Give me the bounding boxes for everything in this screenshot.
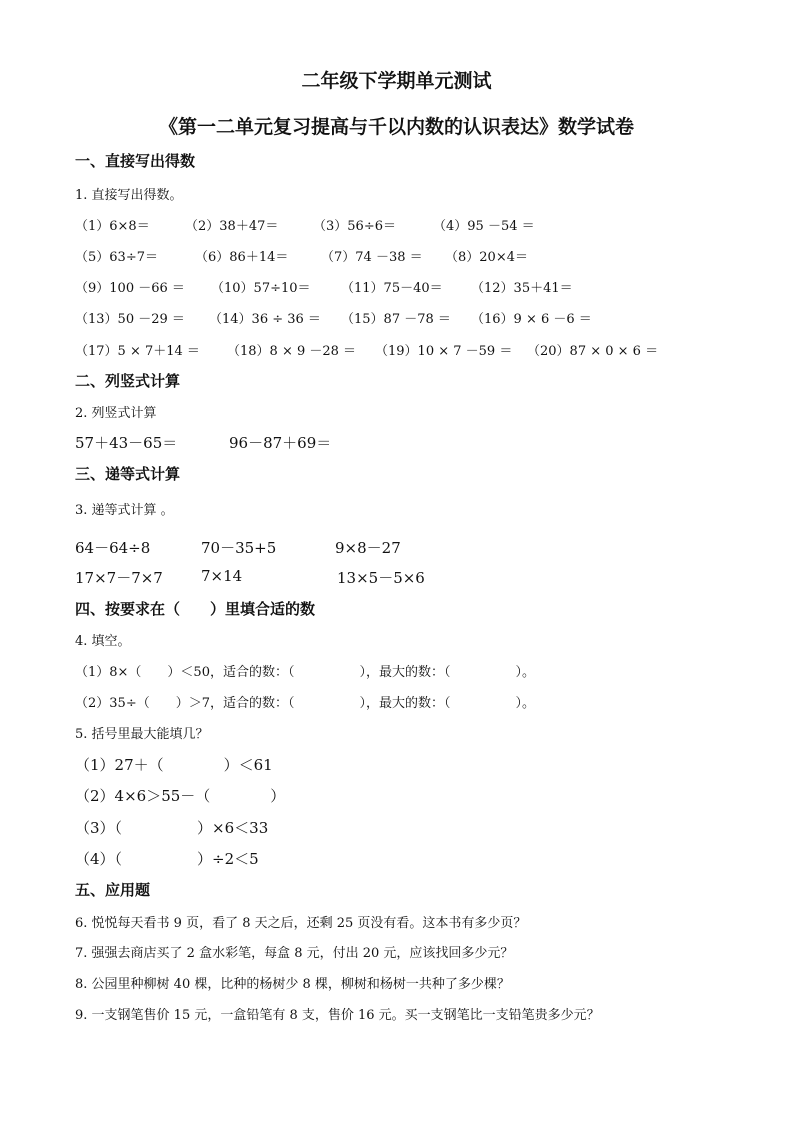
- question-4: 4. 填空。: [75, 634, 131, 649]
- oral-item: （1）6×8＝: [75, 219, 150, 234]
- question-5: 5. 括号里最大能填几？: [75, 727, 209, 742]
- expression: 7×14: [201, 567, 243, 585]
- page-title: 二年级下学期单元测试: [301, 70, 492, 92]
- bracket-item-4: （4）（ ）÷2＜5: [75, 850, 259, 868]
- oral-item: （13）50 －29 ＝: [75, 312, 185, 327]
- oral-item: （17）5 × 7＋14 ＝: [75, 344, 200, 359]
- word-problem-6: 6. 悦悦每天看书 9 页，看了 8 天之后，还剩 25 页没有看。这本书有多少页？: [75, 916, 527, 931]
- word-problem-9: 9. 一支钢笔售价 15 元，一盒铅笔有 8 支，售价 16 元。买一支钢笔比一支铅笔贵多少元？: [75, 1008, 600, 1023]
- fill-blank-2: （2）35÷（ ）＞7，适合的数：（ ），最大的数：（ ）。: [75, 696, 535, 711]
- expression: 96－87＋69＝: [229, 434, 332, 452]
- oral-item: （15）87 －78 ＝: [341, 312, 451, 327]
- section-heading-3: 三、递等式计算: [75, 465, 181, 483]
- oral-item: （8）20×4＝: [445, 250, 528, 265]
- oral-item: （6）86＋14＝: [195, 250, 289, 265]
- stepwise-row-2: [75, 567, 725, 587]
- oral-item: （4）95 －54 ＝: [433, 219, 535, 234]
- section-heading-2: 二、列竖式计算: [75, 372, 181, 390]
- oral-item: （18）8 × 9 －28 ＝: [227, 344, 357, 359]
- oral-item: （16）9 × 6 －6 ＝: [471, 312, 592, 327]
- fill-blank-1: （1）8×（ ）＜50，适合的数：（ ），最大的数：（ ）。: [75, 665, 535, 680]
- oral-item: （7）74 －38 ＝: [321, 250, 423, 265]
- oral-item: （20）87 × 0 × 6 ＝: [527, 344, 659, 359]
- bracket-item-1: （1）27＋（ ）＜61: [75, 756, 273, 774]
- expression: 17×7－7×7: [75, 569, 163, 587]
- bracket-item-3: （3）（ ）×6＜33: [75, 819, 269, 837]
- expression: 64－64÷8: [75, 539, 151, 557]
- oral-item: （10）57÷10＝: [211, 281, 311, 296]
- question-1: 1. 直接写出得数。: [75, 188, 183, 203]
- expression: 57＋43－65＝: [75, 434, 178, 452]
- expression: 9×8－27: [335, 539, 401, 557]
- oral-row-5: [75, 340, 725, 360]
- oral-row-2: [75, 246, 725, 266]
- question-3: 3. 递等式计算 。: [75, 503, 174, 518]
- page-subtitle: 《第一二单元复习提高与千以内数的认识表达》数学试卷: [158, 116, 634, 138]
- oral-item: （11）75－40＝: [341, 281, 443, 296]
- section-heading-4: 四、按要求在（ ）里填合适的数: [75, 600, 316, 618]
- section-heading-1: 一、直接写出得数: [75, 152, 196, 170]
- bracket-item-2: （2）4×6＞55－（ ）: [75, 787, 286, 805]
- oral-item: （14）36 ÷ 36 ＝: [209, 312, 321, 327]
- word-problem-7: 7. 强强去商店买了 2 盒水彩笔，每盒 8 元，付出 20 元，应该找回多少元？: [75, 946, 514, 961]
- oral-row-4: [75, 308, 725, 328]
- oral-item: （9）100 －66 ＝: [75, 281, 185, 296]
- oral-row-3: [75, 277, 725, 297]
- question-2: 2. 列竖式计算: [75, 406, 157, 421]
- vertical-calc-row: [75, 432, 725, 452]
- oral-item: （5）63÷7＝: [75, 250, 158, 265]
- word-problem-8: 8. 公园里种柳树 40 棵，比种的杨树少 8 棵，柳树和杨树一共种了多少棵？: [75, 977, 510, 992]
- expression: 13×5－5×6: [337, 569, 425, 587]
- oral-item: （19）10 × 7 －59 ＝: [375, 344, 513, 359]
- stepwise-row-1: [75, 537, 725, 557]
- expression: 70－35+5: [201, 539, 277, 557]
- oral-item: （2）38＋47＝: [185, 219, 279, 234]
- section-heading-5: 五、应用题: [75, 881, 151, 899]
- oral-item: （3）56÷6＝: [313, 219, 396, 234]
- oral-item: （12）35＋41＝: [471, 281, 573, 296]
- oral-row-1: [75, 215, 725, 235]
